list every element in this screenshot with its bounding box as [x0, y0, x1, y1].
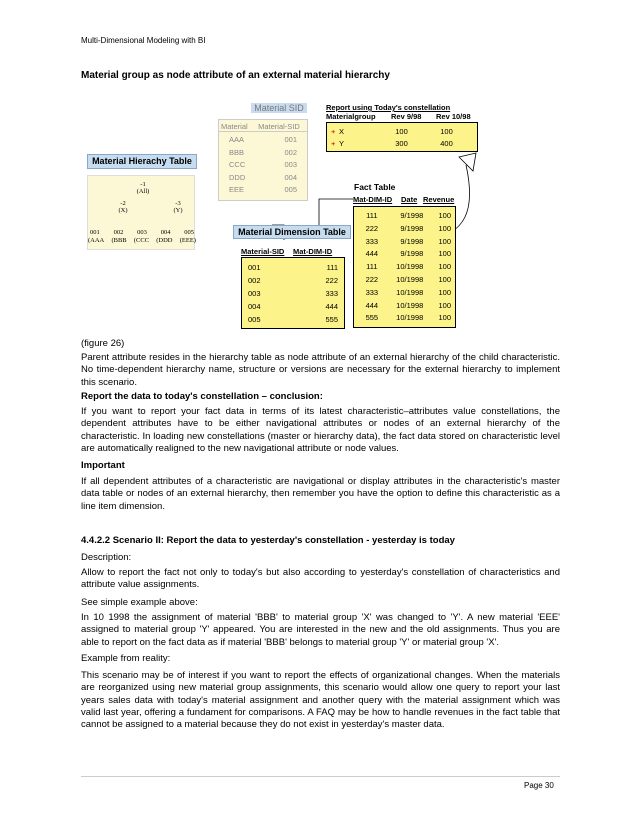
fact-mat-dim-id: 222: [365, 223, 379, 233]
fact-revenue: 100: [438, 211, 451, 220]
material-sid-id: 002: [284, 147, 297, 157]
material-sid-row: [229, 159, 297, 172]
report-rev-10-98: 400: [440, 139, 453, 148]
dimension-material-sid: 001: [248, 263, 261, 272]
fact-date: 9/1998: [400, 236, 424, 246]
fact-revenue: 100: [438, 287, 451, 297]
material-sid-col1: Material: [221, 122, 248, 131]
material-sid-id: 003: [284, 160, 297, 169]
running-header: Multi-Dimensional Modeling with BI: [81, 36, 206, 45]
fact-row: [358, 287, 451, 300]
material-sid-id: 001: [284, 135, 297, 144]
dimension-mat-dim-id: 555: [325, 315, 338, 324]
material-sid-material: CCC: [229, 160, 246, 169]
hierarchy-leaf-id: 003: [137, 229, 147, 236]
fact-mat-dim-id: 333: [365, 287, 379, 297]
fact-row: [358, 261, 451, 274]
paragraph-conclusion: If you want to report your fact data in terms of its latest characteristic–attributes value constellations, the dependent attributes have to be either navigational attributes or nodes of an external hierarchy of the characteristic. In loading new constellations (master or hierarchy data), the fact data stored on characteristic level are automatically realigned to the new navigational attribute or node values.: [81, 406, 560, 454]
fact-mat-dim-id: 222: [365, 274, 379, 284]
material-sid-id: 005: [284, 185, 297, 194]
fact-date: 9/1998: [400, 223, 424, 233]
heading-important: Important: [81, 460, 125, 471]
dimension-table: [241, 257, 345, 329]
fact-table: [353, 206, 456, 328]
report-rev-9-98: 300: [395, 139, 408, 148]
dimension-material-sid: 002: [248, 276, 261, 285]
hierarchy-leaf-name: (DDD: [156, 237, 173, 244]
fact-mat-dim-id: 444: [365, 300, 379, 310]
dimension-row: [248, 274, 338, 287]
fact-revenue: 100: [438, 223, 451, 233]
diagram: [81, 95, 560, 335]
hierarchy-leaf-name: (BBB: [111, 237, 127, 244]
dimension-mat-dim-id: 111: [326, 263, 338, 272]
dimension-material-sid: 004: [248, 302, 261, 311]
paragraph-reality: This scenario may be of interest if you want to report the effects of organizational changes. When the materials are reorganized using new material group assignments, this scenario would allow one query to report your last years sales data with today's material assignment and another query with the material assignment which was valid last year, offering a fundament for comparisons. A FAQ may be how to handle revenues in the fact table that cannot be assigned to a material because they do not exist in yesterday's master data.: [81, 670, 560, 731]
material-sid-id: 004: [284, 172, 297, 182]
report-group: Y: [339, 139, 345, 148]
material-sid-col2: Material-SID: [258, 122, 300, 131]
fact-row: [358, 274, 451, 287]
material-sid-material: BBB: [229, 147, 245, 157]
fact-date: 10/1998: [396, 287, 424, 297]
fact-revenue: 100: [438, 262, 451, 272]
see-example-label: See simple example above:: [81, 597, 198, 608]
fact-row: [358, 210, 451, 223]
report-row: [331, 138, 473, 150]
report-headers: Materialgroup Rev 9/98 Rev 10/98: [326, 112, 471, 121]
expand-icon: +: [331, 139, 336, 148]
paragraph-important: If all dependent attributes of a characteristic are navigational or display attributes in the characteristic's master data table or nodes of an external hierarchy, then remember you have the option to define this characteristic as a line item dimension.: [81, 476, 560, 512]
dimension-row: [248, 287, 338, 300]
fact-row: [358, 223, 451, 236]
material-sid-material: AAA: [229, 135, 245, 144]
hierarchy-label: Material Hierachy Table: [87, 154, 197, 169]
fact-date: 10/1998: [396, 300, 424, 310]
fact-headers: Mat-DIM-ID Date Revenue: [353, 195, 455, 204]
fact-revenue: 100: [438, 274, 451, 284]
paragraph-example: In 10 1998 the assignment of material 'BBB' to material group 'X' was changed to 'Y'. A new material 'EEE' assigned to material group 'Y' appeared. You are interested in the new and the old assignments. Thus you are able to report on the fact data as if material 'BBB' belongs to material group 'Y' or material group 'X'.: [81, 612, 560, 648]
fact-date: 10/1998: [396, 262, 424, 272]
hierarchy-table: [87, 175, 195, 250]
fact-row: [358, 236, 451, 249]
material-sid-row: [229, 147, 297, 160]
hierarchy-leaf-id: 004: [160, 229, 171, 236]
dimension-mat-dim-id: 333: [325, 289, 338, 298]
report-rev-9-98: 100: [395, 127, 408, 136]
fact-date: 9/1998: [400, 249, 424, 259]
dimension-row: [248, 313, 338, 326]
dimension-material-sid: 005: [248, 315, 261, 324]
fact-mat-dim-id: 444: [365, 249, 379, 259]
fact-date: 10/1998: [396, 313, 424, 323]
hierarchy-leaf-id: 005: [184, 229, 194, 236]
report-table: [326, 122, 478, 152]
material-sid-row: [229, 172, 297, 185]
material-sid-row: [229, 134, 297, 147]
dimension-material-sid: 003: [248, 289, 261, 298]
hierarchy-root: -1 (All): [136, 181, 150, 195]
figure-caption: (figure 26): [81, 338, 125, 349]
fact-revenue: 100: [438, 300, 451, 310]
hierarchy-node-y: -3 (Y): [173, 200, 183, 214]
hierarchy-leaf-ids: [90, 229, 194, 236]
hierarchy-leaf-names: [88, 237, 196, 244]
paragraph-parent-attribute: Parent attribute resides in the hierarchy table as node attribute of an external hierarchy of the child characteristic. No time-dependent hierarchy name, structure or versions are necessary for the external hierarchy to implement this scenario.: [81, 352, 560, 388]
material-sid-material: DDD: [229, 172, 246, 182]
section-title: Material group as node attribute of an external material hierarchy: [81, 70, 390, 81]
dimension-row: [248, 261, 338, 274]
hierarchy-leaf-name: (EEE): [179, 237, 196, 244]
fact-mat-dim-id: 111: [366, 262, 378, 272]
page-number: Page 30: [524, 781, 554, 790]
report-row: [331, 126, 473, 138]
hierarchy-leaf-id: 002: [113, 229, 124, 236]
fact-mat-dim-id: 111: [366, 211, 378, 220]
dimension-headers: Material-SID Mat-DIM-ID: [241, 247, 333, 256]
report-rev-10-98: 100: [440, 127, 453, 136]
fact-label: Fact Table: [354, 182, 396, 192]
paragraph-description: Allow to report the fact not only to today's but also according to yesterday's constellation of characteristics and attribute value assignments.: [81, 567, 560, 591]
fact-row: [358, 300, 451, 313]
material-sid-table: [218, 119, 308, 201]
material-sid-material: EEE: [229, 185, 245, 194]
dimension-label: Material Dimension Table: [233, 225, 351, 239]
material-sid-title: Material SID: [251, 103, 307, 113]
fact-date: 10/1998: [396, 274, 424, 284]
fact-mat-dim-id: 333: [365, 236, 379, 246]
example-reality-label: Example from reality:: [81, 653, 171, 664]
report-title: Report using Today's constellation: [326, 103, 451, 112]
description-label: Description:: [81, 552, 132, 563]
hierarchy-leaf-id: 001: [90, 229, 100, 236]
fact-mat-dim-id: 555: [365, 313, 379, 323]
hierarchy-leaf-name: (AAA: [88, 237, 105, 244]
fact-row: [358, 312, 451, 325]
dimension-mat-dim-id: 222: [325, 276, 338, 285]
hierarchy-leaf-name: (CCC: [133, 237, 150, 244]
material-sid-row: [229, 184, 297, 197]
expand-icon: +: [331, 127, 336, 136]
fact-revenue: 100: [438, 249, 451, 259]
report-group: X: [339, 127, 345, 136]
fact-row: [358, 248, 451, 261]
heading-scenario-ii: 4.4.2.2 Scenario II: Report the data to yesterday's constellation - yesterday is today: [81, 535, 455, 546]
dimension-row: [248, 300, 338, 313]
hierarchy-node-x: -2 (X): [118, 200, 128, 214]
fact-revenue: 100: [438, 236, 451, 246]
dimension-mat-dim-id: 444: [325, 302, 338, 311]
fact-revenue: 100: [438, 313, 451, 323]
heading-conclusion: Report the data to today's constellation – conclusion:: [81, 391, 323, 402]
fact-date: 9/1998: [400, 211, 424, 220]
footer-divider: [81, 776, 560, 777]
